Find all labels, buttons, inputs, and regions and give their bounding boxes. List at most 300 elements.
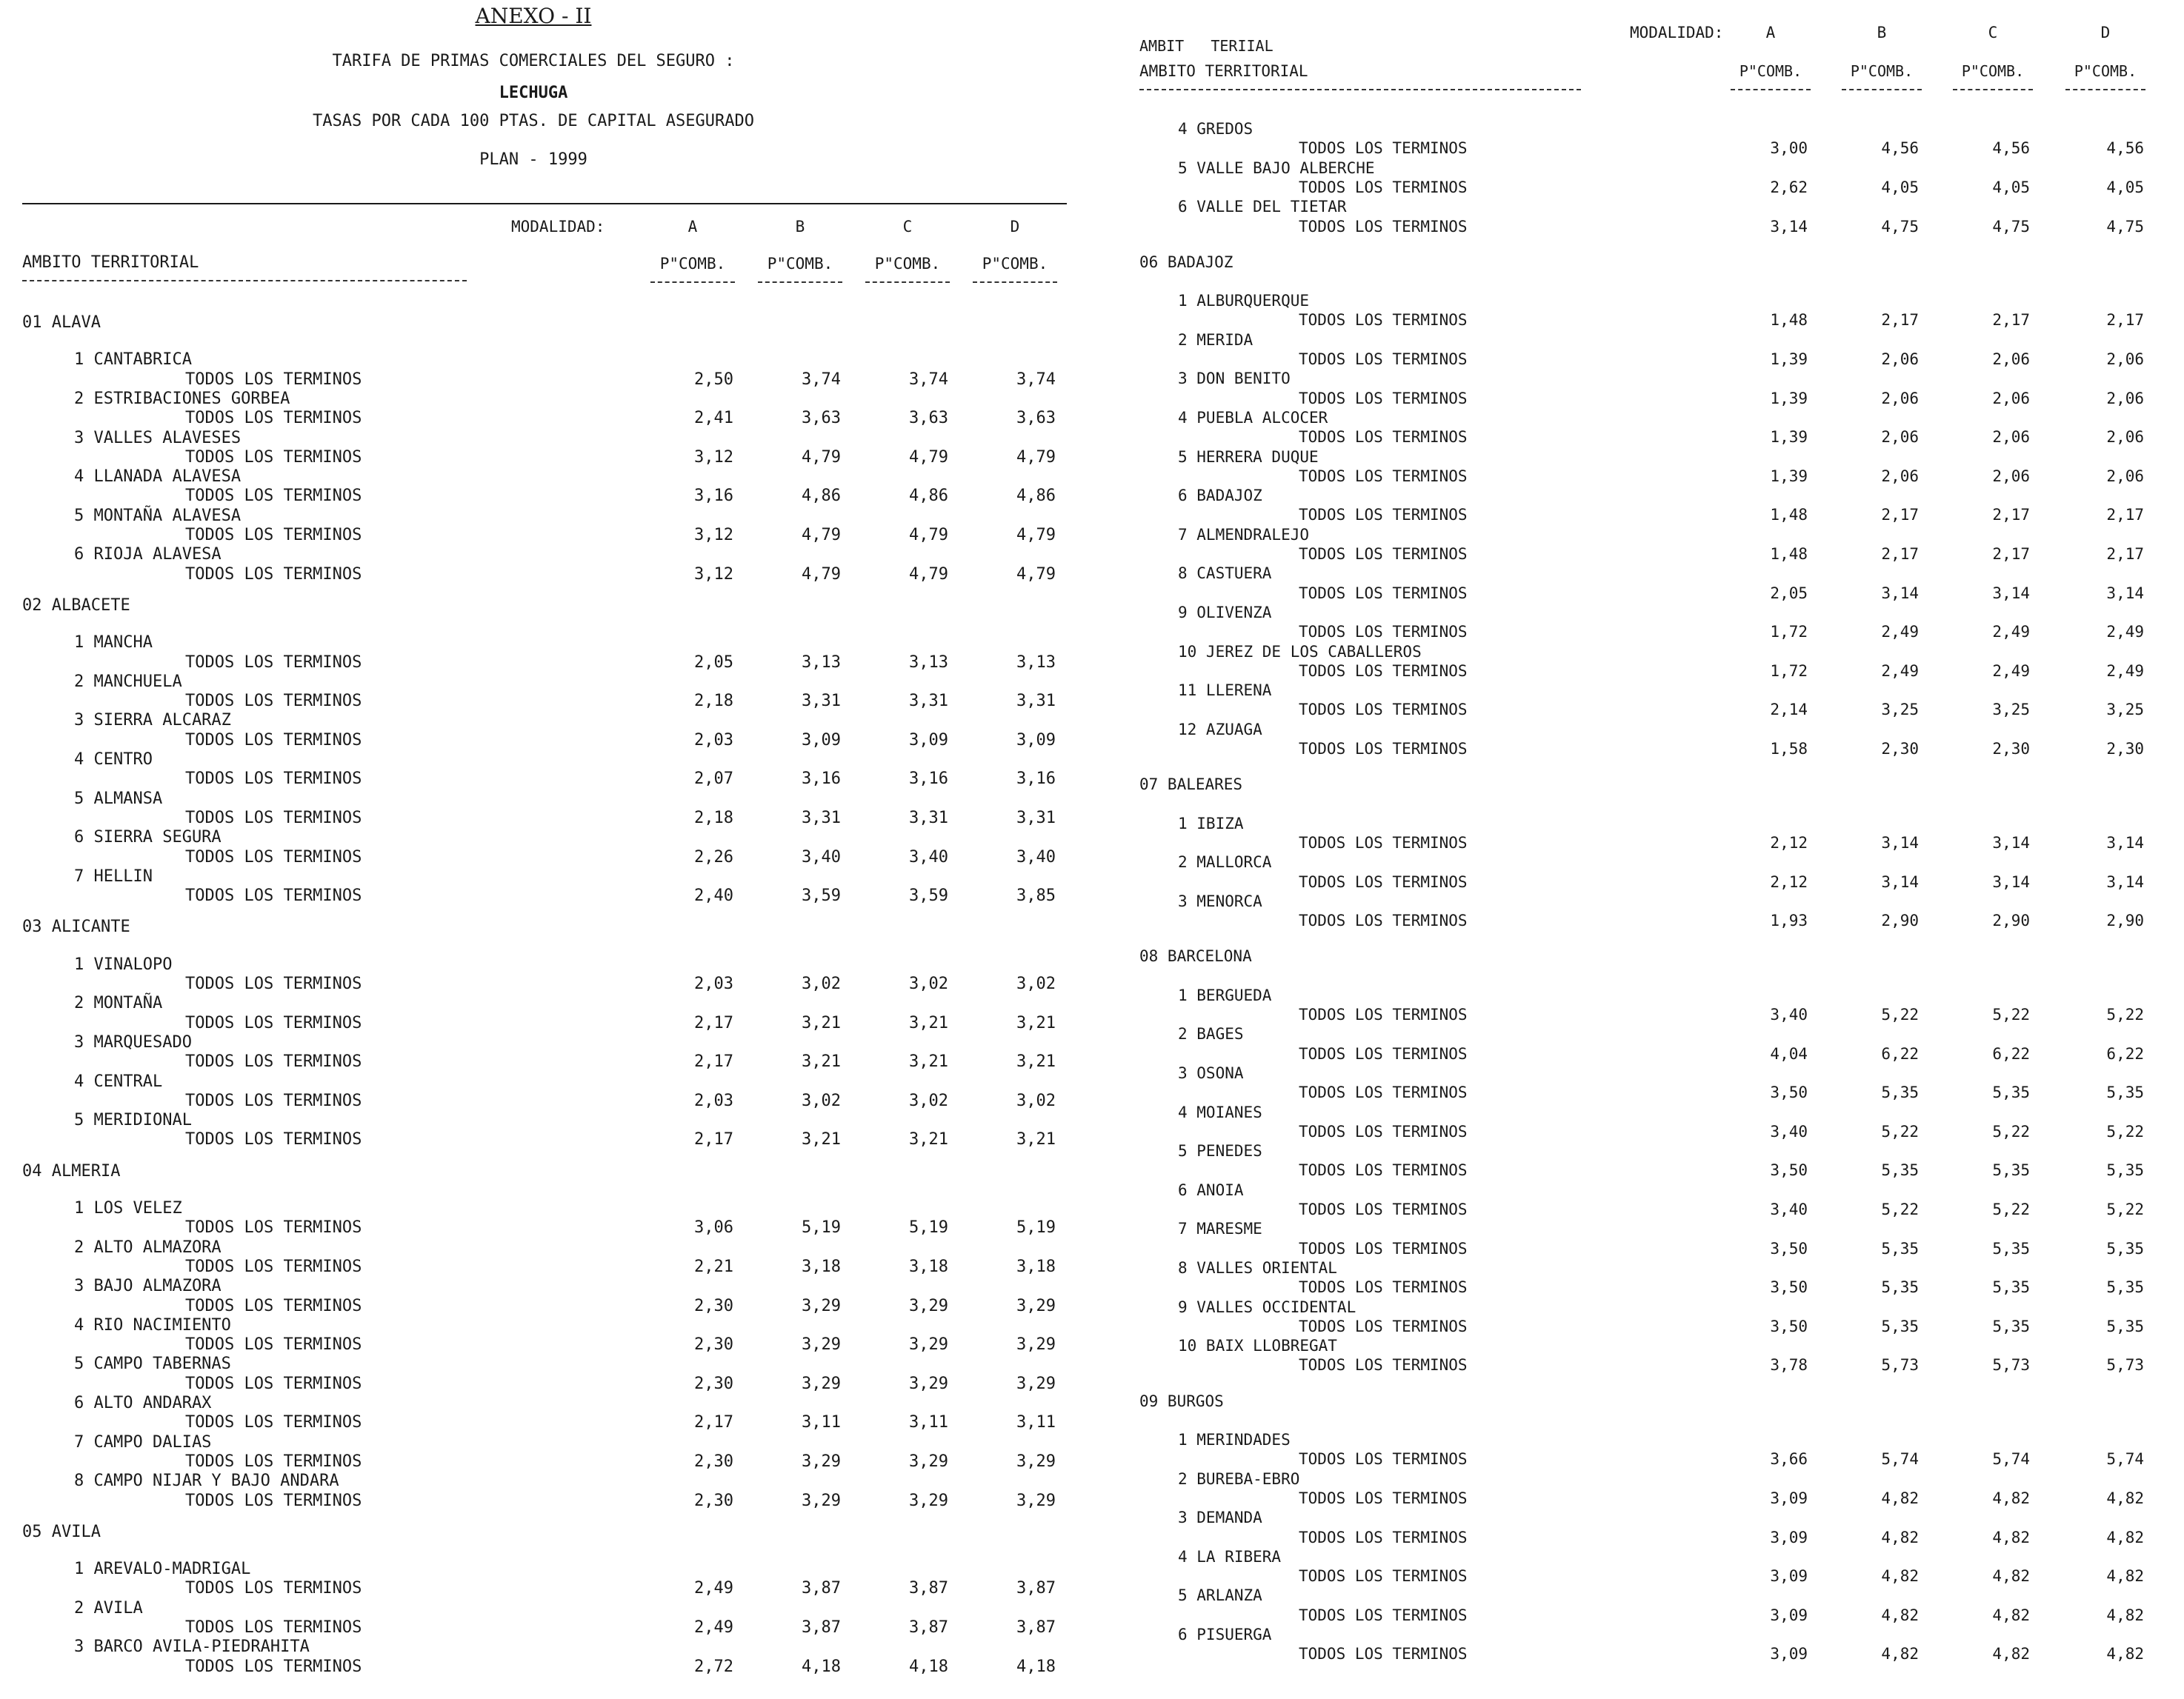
rate-value-b: 5,35: [1881, 1161, 1919, 1180]
rate-value-d: 4,75: [2106, 217, 2144, 236]
rate-value-b: 3,16: [802, 770, 841, 789]
rate-value-c: 3,02: [909, 1091, 948, 1110]
rate-value-c: 3,16: [909, 770, 948, 789]
rate-value-b: 3,31: [802, 808, 841, 827]
zone-name: 3 BAJO ALMAZORA: [74, 1277, 222, 1296]
rate-value-a: 2,26: [694, 847, 733, 867]
zone-name: 5 HERRERA DUQUE: [1178, 447, 1319, 466]
rate-value-d: 2,30: [2106, 740, 2144, 758]
rate-value-d: 4,86: [1016, 487, 1056, 506]
rate-value-b: 5,22: [1881, 1122, 1919, 1141]
rate-value-d: 3,85: [1016, 887, 1056, 906]
rate-value-a: 3,09: [1770, 1645, 1808, 1663]
rate-value-b: 3,59: [802, 887, 841, 906]
zone-name: 8 VALLES ORIENTAL: [1178, 1258, 1337, 1277]
rate-value-c: 4,79: [909, 526, 948, 544]
rate-value-b: 3,14: [1881, 833, 1919, 852]
terminos-label: TODOS LOS TERMINOS: [1299, 1489, 1468, 1507]
zone-name: 1 VINALOPO: [74, 955, 173, 974]
terminos-label: TODOS LOS TERMINOS: [185, 1579, 362, 1598]
terminos-label: TODOS LOS TERMINOS: [1299, 217, 1468, 236]
zone-name: 4 RIO NACIMIENTO: [74, 1315, 231, 1335]
rate-value-b: 3,09: [802, 730, 841, 750]
rate-value-c: 5,35: [1992, 1239, 2030, 1258]
zone-name: 9 VALLES OCCIDENTAL: [1178, 1298, 1356, 1316]
rate-value-d: 3,18: [1016, 1257, 1056, 1276]
terminos-label: TODOS LOS TERMINOS: [1299, 1239, 1468, 1258]
zone-name: 1 ALBURQUERQUE: [1178, 292, 1310, 310]
rate-value-d: 3,29: [1016, 1491, 1056, 1510]
rate-value-d: 2,06: [2106, 350, 2144, 368]
zone-name: 5 CAMPO TABERNAS: [74, 1355, 231, 1374]
rate-value-a: 3,09: [1770, 1489, 1808, 1507]
terminos-label: TODOS LOS TERMINOS: [1299, 178, 1468, 196]
rate-value-d: 3,09: [1016, 730, 1056, 750]
ambito-underline: [1139, 89, 1581, 90]
rate-value-b: 5,22: [1881, 1201, 1919, 1218]
zone-name: 6 SIERRA SEGURA: [74, 828, 222, 847]
zone-name: 8 CAMPO NIJAR Y BAJO ANDARA: [74, 1472, 339, 1491]
terminos-label: TODOS LOS TERMINOS: [1299, 1450, 1468, 1469]
terminos-label: TODOS LOS TERMINOS: [1299, 1006, 1468, 1024]
rate-value-b: 4,82: [1881, 1645, 1919, 1663]
terminos-label: TODOS LOS TERMINOS: [185, 1091, 362, 1110]
zone-name: 7 CAMPO DALIAS: [74, 1432, 212, 1452]
rate-value-d: 5,35: [2106, 1278, 2144, 1297]
rate-value-b: 3,02: [802, 1091, 841, 1110]
terminos-label: TODOS LOS TERMINOS: [185, 564, 362, 584]
rate-value-a: 2,05: [694, 652, 733, 672]
rate-value-b: 3,21: [802, 1052, 841, 1072]
mod-c: C: [1988, 24, 1998, 41]
terminos-label: TODOS LOS TERMINOS: [1299, 389, 1468, 407]
terminos-label: TODOS LOS TERMINOS: [1299, 1567, 1468, 1586]
rate-value-c: 5,73: [1992, 1356, 2030, 1375]
terminos-label: TODOS LOS TERMINOS: [1299, 1317, 1468, 1335]
rate-value-a: 2,49: [694, 1618, 733, 1637]
terminos-label: TODOS LOS TERMINOS: [185, 808, 362, 827]
zone-name: 5 MERIDIONAL: [74, 1111, 192, 1130]
rate-value-c: 6,22: [1992, 1044, 2030, 1063]
rate-value-d: 3,14: [2106, 833, 2144, 852]
province-heading: 07 BALEARES: [1139, 775, 1243, 794]
rate-value-a: 3,40: [1770, 1201, 1808, 1218]
col-underline-a: [1731, 89, 1811, 90]
modalidad-label: MODALIDAD:: [511, 218, 605, 236]
zone-name: 3 DEMANDA: [1178, 1509, 1262, 1527]
ambito-underline: [22, 280, 467, 281]
rate-value-a: 3,14: [1770, 217, 1808, 236]
terminos-label: TODOS LOS TERMINOS: [185, 1013, 362, 1032]
zone-name: 1 MERINDADES: [1178, 1431, 1291, 1449]
rate-value-c: 5,22: [1992, 1122, 2030, 1141]
rate-value-b: 3,21: [802, 1013, 841, 1032]
terminos-label: TODOS LOS TERMINOS: [185, 526, 362, 544]
rate-value-d: 5,22: [2106, 1201, 2144, 1218]
rate-value-c: 4,05: [1992, 178, 2030, 196]
rate-value-b: 2,06: [1881, 350, 1919, 368]
zone-name: 11 LLERENA: [1178, 681, 1272, 700]
rate-value-b: 2,17: [1881, 311, 1919, 330]
rate-value-b: 5,19: [802, 1218, 841, 1238]
rate-value-b: 6,22: [1881, 1044, 1919, 1063]
rate-value-b: 3,21: [802, 1130, 841, 1149]
rate-value-d: 4,18: [1016, 1657, 1056, 1676]
rate-value-c: 3,59: [909, 887, 948, 906]
rate-value-c: 3,21: [909, 1052, 948, 1072]
rate-value-a: 2,30: [694, 1296, 733, 1315]
zone-name: 4 LLANADA ALAVESA: [74, 467, 242, 487]
rate-value-c: 3,87: [909, 1579, 948, 1598]
zone-name: 6 ANOIA: [1178, 1181, 1244, 1199]
rate-value-c: 4,86: [909, 487, 948, 506]
rate-value-d: 3,02: [1016, 975, 1056, 993]
terminos-label: TODOS LOS TERMINOS: [1299, 506, 1468, 524]
rate-value-a: 2,30: [694, 1374, 733, 1393]
rate-value-c: 4,82: [1992, 1645, 2030, 1663]
rate-value-c: 5,35: [1992, 1161, 2030, 1180]
zone-name: 5 VALLE BAJO ALBERCHE: [1178, 158, 1375, 177]
mod-a: A: [1765, 24, 1776, 41]
rate-value-a: 1,39: [1770, 350, 1808, 368]
zone-name: 1 MANCHA: [74, 633, 153, 652]
rate-value-c: 4,82: [1992, 1528, 2030, 1546]
rate-value-d: 3,14: [2106, 872, 2144, 891]
rate-value-c: 3,74: [909, 370, 948, 389]
col-underline-b: [1842, 89, 1922, 90]
rate-value-b: 2,90: [1881, 912, 1919, 930]
rate-value-a: 2,50: [694, 370, 733, 389]
mod-c: C: [902, 218, 913, 236]
rate-value-c: 5,22: [1992, 1201, 2030, 1218]
terminos-label: TODOS LOS TERMINOS: [185, 692, 362, 711]
rate-value-c: 4,79: [909, 564, 948, 584]
terminos-label: TODOS LOS TERMINOS: [1299, 1278, 1468, 1297]
rate-value-b: 4,82: [1881, 1606, 1919, 1624]
rate-value-a: 1,39: [1770, 428, 1808, 447]
col-underline-a: [650, 281, 735, 283]
terminos-label: TODOS LOS TERMINOS: [1299, 1161, 1468, 1180]
rate-value-d: 2,17: [2106, 311, 2144, 330]
rate-value-b: 4,75: [1881, 217, 1919, 236]
terminos-label: TODOS LOS TERMINOS: [1299, 1084, 1468, 1102]
rate-value-c: 4,79: [909, 447, 948, 467]
rate-value-a: 2,30: [694, 1452, 733, 1471]
rate-value-d: 3,29: [1016, 1452, 1056, 1471]
rate-value-c: 3,21: [909, 1013, 948, 1032]
rate-value-c: 3,13: [909, 652, 948, 672]
rate-value-d: 2,49: [2106, 661, 2144, 680]
rate-value-d: 5,35: [2106, 1161, 2144, 1180]
rate-value-d: 2,17: [2106, 506, 2144, 524]
rate-value-b: 4,86: [802, 487, 841, 506]
rate-value-c: 3,29: [909, 1296, 948, 1315]
terminos-label: TODOS LOS TERMINOS: [1299, 1645, 1468, 1663]
rate-value-c: 3,14: [1992, 584, 2030, 602]
rate-value-b: 3,14: [1881, 584, 1919, 602]
terminos-label: TODOS LOS TERMINOS: [1299, 872, 1468, 891]
terminos-label: TODOS LOS TERMINOS: [185, 1657, 362, 1676]
rate-value-a: 3,12: [694, 564, 733, 584]
rate-value-d: 5,73: [2106, 1356, 2144, 1375]
rate-value-a: 3,40: [1770, 1006, 1808, 1024]
rate-value-d: 5,22: [2106, 1006, 2144, 1024]
rate-value-b: 5,35: [1881, 1084, 1919, 1102]
zone-name: 7 ALMENDRALEJO: [1178, 525, 1310, 544]
rate-value-c: 3,29: [909, 1452, 948, 1471]
province-heading: 02 ALBACETE: [22, 595, 130, 615]
terminos-label: TODOS LOS TERMINOS: [185, 1130, 362, 1149]
rate-value-c: 3,31: [909, 692, 948, 711]
rate-value-b: 5,35: [1881, 1278, 1919, 1297]
zone-name: 5 ALMANSA: [74, 789, 163, 808]
terminos-label: TODOS LOS TERMINOS: [1299, 1201, 1468, 1218]
col-label-b: P"COMB.: [767, 255, 833, 273]
rate-value-a: 3,06: [694, 1218, 733, 1238]
rate-value-a: 3,09: [1770, 1606, 1808, 1624]
zone-name: 6 RIOJA ALAVESA: [74, 545, 222, 564]
terminos-label: TODOS LOS TERMINOS: [185, 1257, 362, 1276]
rate-value-b: 4,79: [802, 564, 841, 584]
zone-name: 3 SIERRA ALCARAZ: [74, 711, 231, 730]
terminos-label: TODOS LOS TERMINOS: [1299, 1606, 1468, 1624]
rate-value-b: 3,29: [802, 1374, 841, 1393]
rate-value-c: 5,19: [909, 1218, 948, 1238]
rate-value-c: 2,90: [1992, 912, 2030, 930]
terminos-label: TODOS LOS TERMINOS: [185, 1335, 362, 1355]
rate-value-a: 2,40: [694, 887, 733, 906]
rate-value-b: 3,29: [802, 1335, 841, 1355]
rate-value-a: 2,62: [1770, 178, 1808, 196]
rate-value-d: 3,29: [1016, 1374, 1056, 1393]
rate-value-a: 1,93: [1770, 912, 1808, 930]
rate-value-b: 4,82: [1881, 1489, 1919, 1507]
rate-value-c: 3,40: [909, 847, 948, 867]
rate-value-b: 2,17: [1881, 506, 1919, 524]
rate-value-a: 1,48: [1770, 506, 1808, 524]
terminos-label: TODOS LOS TERMINOS: [185, 447, 362, 467]
rate-value-d: 2,06: [2106, 467, 2144, 485]
zone-name: 4 LA RIBERA: [1178, 1547, 1282, 1566]
zone-name: 7 HELLIN: [74, 867, 153, 886]
ambito-label: AMBITO TERRITORIAL: [22, 253, 199, 272]
province-heading: 06 BADAJOZ: [1139, 253, 1234, 271]
rate-value-d: 3,31: [1016, 808, 1056, 827]
rate-value-b: 2,49: [1881, 661, 1919, 680]
terminos-label: TODOS LOS TERMINOS: [1299, 1122, 1468, 1141]
mod-d: D: [2100, 24, 2111, 41]
rate-value-b: 4,82: [1881, 1567, 1919, 1586]
zone-name: 4 CENTRO: [74, 750, 153, 769]
zone-name: 8 CASTUERA: [1178, 564, 1272, 583]
zone-name: 9 OLIVENZA: [1178, 603, 1272, 621]
zone-name: 2 ALTO ALMAZORA: [74, 1238, 222, 1257]
ambito-label: AMBITO TERRITORIAL: [1139, 62, 1308, 80]
zone-name: 3 VALLES ALAVESES: [74, 428, 242, 447]
rate-value-b: 5,73: [1881, 1356, 1919, 1375]
rate-value-d: 3,29: [1016, 1296, 1056, 1315]
rate-value-a: 1,39: [1770, 389, 1808, 407]
rate-value-a: 4,04: [1770, 1044, 1808, 1063]
col-underline-d: [2065, 89, 2145, 90]
rate-value-a: 2,41: [694, 409, 733, 428]
zone-name: 10 BAIX LLOBREGAT: [1178, 1337, 1337, 1355]
terminos-label: TODOS LOS TERMINOS: [185, 1218, 362, 1238]
rate-value-b: 2,06: [1881, 389, 1919, 407]
zone-name: 2 BUREBA-EBRO: [1178, 1469, 1300, 1488]
rate-value-d: 2,90: [2106, 912, 2144, 930]
col-underline-c: [1953, 89, 2033, 90]
rate-value-a: 1,39: [1770, 467, 1808, 485]
crop-heading: LECHUGA: [499, 84, 568, 102]
rate-value-d: 5,35: [2106, 1084, 2144, 1102]
rate-value-b: 3,74: [802, 370, 841, 389]
rate-value-d: 2,06: [2106, 428, 2144, 447]
rate-value-b: 3,63: [802, 409, 841, 428]
province-heading: 08 BARCELONA: [1139, 947, 1252, 966]
rate-value-b: 4,18: [802, 1657, 841, 1676]
rate-value-c: 4,56: [1992, 139, 2030, 158]
rate-value-b: 5,35: [1881, 1239, 1919, 1258]
terminos-label: TODOS LOS TERMINOS: [1299, 139, 1468, 158]
rate-value-c: 2,49: [1992, 623, 2030, 641]
mod-b: B: [795, 218, 805, 236]
rate-value-c: 5,22: [1992, 1006, 2030, 1024]
terminos-label: TODOS LOS TERMINOS: [1299, 740, 1468, 758]
rate-value-d: 3,21: [1016, 1013, 1056, 1032]
header-rule: [22, 203, 1067, 204]
zone-name: 6 PISUERGA: [1178, 1626, 1272, 1643]
rate-value-d: 3,02: [1016, 1091, 1056, 1110]
annex-title: ANEXO - II: [475, 4, 592, 28]
terminos-label: TODOS LOS TERMINOS: [185, 1413, 362, 1432]
rate-value-d: 3,11: [1016, 1413, 1056, 1432]
rate-value-d: 4,79: [1016, 526, 1056, 544]
rate-value-b: 3,13: [802, 652, 841, 672]
terminos-label: TODOS LOS TERMINOS: [185, 887, 362, 906]
rate-value-a: 2,17: [694, 1130, 733, 1149]
rate-value-c: 2,06: [1992, 428, 2030, 447]
rate-value-b: 4,82: [1881, 1528, 1919, 1546]
zone-name: 10 JEREZ DE LOS CABALLEROS: [1178, 642, 1422, 661]
rate-value-d: 3,25: [2106, 701, 2144, 719]
terminos-label: TODOS LOS TERMINOS: [1299, 584, 1468, 602]
rate-value-a: 2,03: [694, 1091, 733, 1110]
province-heading: 03 ALICANTE: [22, 918, 130, 937]
col-label-d: P"COMB.: [2074, 62, 2137, 80]
rate-value-d: 3,63: [1016, 409, 1056, 428]
rate-value-a: 3,50: [1770, 1161, 1808, 1180]
rate-value-a: 2,72: [694, 1657, 733, 1676]
rate-value-d: 2,06: [2106, 389, 2144, 407]
terminos-label: TODOS LOS TERMINOS: [1299, 1528, 1468, 1546]
rate-value-d: 5,74: [2106, 1450, 2144, 1469]
rate-value-d: 5,22: [2106, 1122, 2144, 1141]
rate-value-b: 4,56: [1881, 139, 1919, 158]
rate-value-c: 3,87: [909, 1618, 948, 1637]
rate-value-b: 3,40: [802, 847, 841, 867]
ambito-partial-label: AMBIT TERIIAL: [1139, 37, 1274, 55]
rate-value-d: 3,31: [1016, 692, 1056, 711]
rate-value-c: 5,35: [1992, 1317, 2030, 1335]
rate-value-d: 4,56: [2106, 139, 2144, 158]
rate-value-a: 3,50: [1770, 1084, 1808, 1102]
zone-name: 4 GREDOS: [1178, 120, 1254, 138]
rate-value-a: 2,17: [694, 1413, 733, 1432]
rate-value-a: 2,18: [694, 808, 733, 827]
rate-value-a: 2,03: [694, 975, 733, 993]
rate-value-b: 2,49: [1881, 623, 1919, 641]
rate-value-c: 4,82: [1992, 1489, 2030, 1507]
terminos-label: TODOS LOS TERMINOS: [1299, 912, 1468, 930]
rate-value-b: 2,17: [1881, 545, 1919, 563]
zone-name: 1 LOS VELEZ: [74, 1199, 182, 1218]
zone-name: 7 MARESME: [1178, 1220, 1262, 1238]
rate-value-d: 3,87: [1016, 1618, 1056, 1637]
mod-a: A: [688, 218, 698, 236]
rate-value-c: 2,06: [1992, 467, 2030, 485]
rate-value-d: 3,14: [2106, 584, 2144, 602]
zone-name: 6 VALLE DEL TIETAR: [1178, 198, 1347, 216]
zone-name: 4 PUEBLA ALCOCER: [1178, 408, 1328, 427]
zone-name: 5 MONTAÑA ALAVESA: [74, 506, 242, 525]
province-heading: 01 ALAVA: [22, 313, 101, 332]
rate-value-d: 3,74: [1016, 370, 1056, 389]
rate-value-a: 3,12: [694, 447, 733, 467]
zone-name: 6 BADAJOZ: [1178, 487, 1262, 505]
rate-value-d: 5,19: [1016, 1218, 1056, 1238]
rate-value-a: 2,17: [694, 1052, 733, 1072]
rate-value-d: 3,21: [1016, 1130, 1056, 1149]
rate-value-a: 2,21: [694, 1257, 733, 1276]
rate-value-b: 3,29: [802, 1452, 841, 1471]
col-label-d: P"COMB.: [982, 255, 1048, 273]
zone-name: 5 ARLANZA: [1178, 1586, 1262, 1605]
terminos-label: TODOS LOS TERMINOS: [185, 370, 362, 389]
rate-value-c: 5,35: [1992, 1278, 2030, 1297]
rate-value-d: 2,49: [2106, 623, 2144, 641]
rate-value-c: 3,29: [909, 1335, 948, 1355]
rate-value-c: 2,06: [1992, 389, 2030, 407]
rate-value-c: 3,21: [909, 1130, 948, 1149]
rate-value-d: 4,82: [2106, 1489, 2144, 1507]
rate-value-b: 3,87: [802, 1579, 841, 1598]
rate-value-b: 5,22: [1881, 1006, 1919, 1024]
terminos-label: TODOS LOS TERMINOS: [185, 1374, 362, 1393]
rate-value-a: 2,18: [694, 692, 733, 711]
rate-value-b: 3,02: [802, 975, 841, 993]
zone-name: 2 MANCHUELA: [74, 672, 182, 691]
rate-value-a: 2,30: [694, 1491, 733, 1510]
rate-value-a: 1,58: [1770, 740, 1808, 758]
rate-value-a: 3,09: [1770, 1528, 1808, 1546]
rate-value-c: 3,31: [909, 808, 948, 827]
terminos-label: TODOS LOS TERMINOS: [1299, 545, 1468, 563]
zone-name: 3 DON BENITO: [1178, 370, 1291, 388]
rate-value-a: 3,50: [1770, 1278, 1808, 1297]
terminos-label: TODOS LOS TERMINOS: [185, 730, 362, 750]
rate-value-d: 4,82: [2106, 1528, 2144, 1546]
rate-value-b: 4,79: [802, 526, 841, 544]
zone-name: 2 MONTAÑA: [74, 994, 163, 1013]
col-underline-b: [758, 281, 842, 283]
rate-value-b: 3,87: [802, 1618, 841, 1637]
rate-value-a: 2,07: [694, 770, 733, 789]
rate-value-a: 2,14: [1770, 701, 1808, 719]
rate-value-c: 2,17: [1992, 506, 2030, 524]
rate-value-d: 3,13: [1016, 652, 1056, 672]
zone-name: 1 AREVALO-MADRIGAL: [74, 1560, 251, 1579]
